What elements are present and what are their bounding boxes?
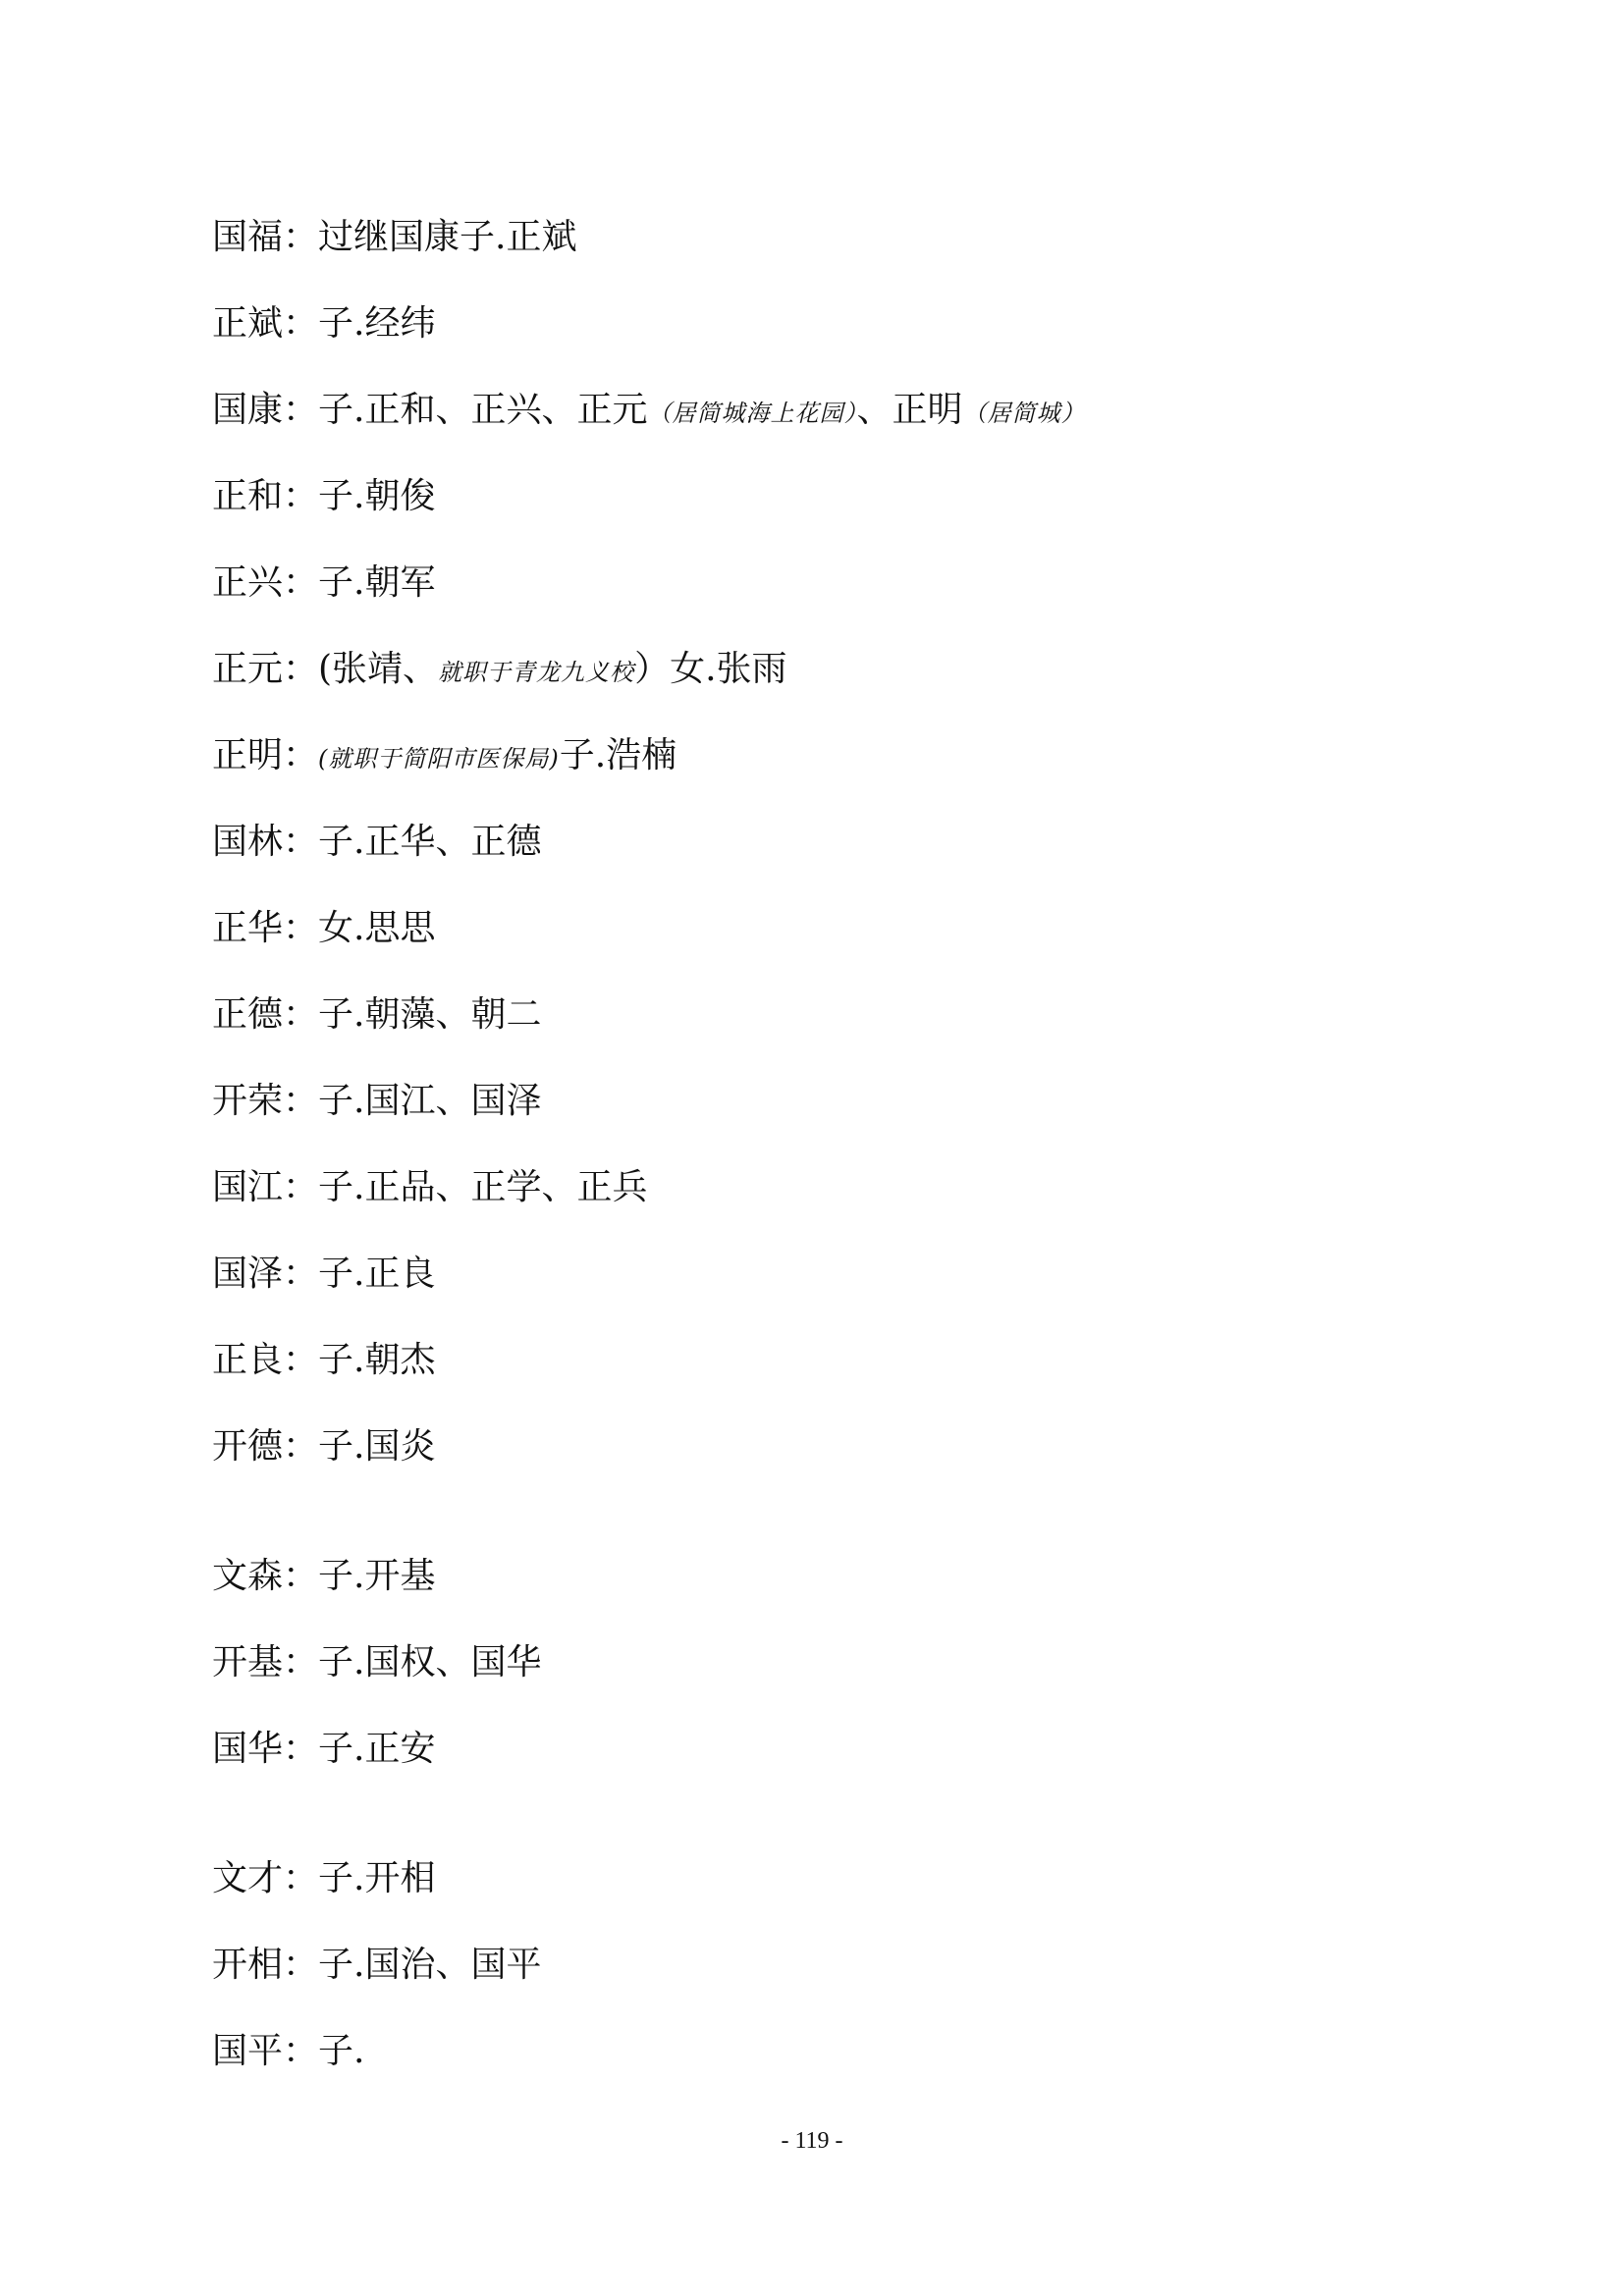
entry-text: ）女.张雨 — [634, 649, 787, 689]
genealogy-line — [212, 1253, 435, 1296]
entry-note: （居简城海上花园） — [647, 400, 857, 427]
entry-text: 子.正良 — [318, 1254, 436, 1294]
genealogy-line — [212, 2030, 364, 2073]
genealogy-line — [212, 1425, 435, 1468]
genealogy-line — [212, 475, 435, 518]
entry-name: 国泽： — [212, 1254, 319, 1294]
entry-name: 开基： — [212, 1642, 319, 1682]
entry-text: 子.正安 — [318, 1729, 436, 1769]
entry-name: 国林： — [212, 822, 319, 862]
entry-text: 过继国康子.正斌 — [318, 217, 577, 257]
entry-name: 正元： — [212, 649, 319, 689]
entry-name: 国康： — [212, 390, 319, 430]
genealogy-line — [212, 821, 541, 864]
genealogy-line — [212, 302, 435, 346]
genealogy-line — [212, 1080, 541, 1123]
entry-text: 子.浩楠 — [559, 735, 677, 775]
entry-note: 就职于青龙九义校 — [438, 659, 635, 686]
entry-text: 子.国江、国泽 — [318, 1081, 542, 1121]
entry-name: 正兴： — [212, 562, 319, 603]
genealogy-line — [212, 907, 435, 950]
entry-name: 国华： — [212, 1729, 319, 1769]
entry-text: 子.国权、国华 — [318, 1642, 542, 1682]
entry-text: 子.朝杰 — [318, 1340, 436, 1380]
entry-text: (张靖、 — [318, 649, 439, 689]
entry-text: 女.思思 — [318, 908, 436, 948]
entry-text: 子.正品、正学、正兵 — [318, 1167, 648, 1207]
entry-text: 子.正和、正兴、正元 — [318, 390, 648, 430]
entry-text: 子.朝藻、朝二 — [318, 994, 542, 1035]
genealogy-line — [212, 648, 787, 694]
entry-text: 、正明 — [856, 390, 963, 430]
genealogy-line — [212, 389, 1085, 435]
genealogy-line — [212, 993, 541, 1037]
entry-name: 正华： — [212, 908, 319, 948]
entry-text: 子. — [318, 2031, 365, 2071]
entry-name: 国福： — [212, 217, 319, 257]
entry-name: 国平： — [212, 2031, 319, 2071]
genealogy-line — [212, 1857, 435, 1900]
entry-text: 子.朝俊 — [318, 476, 436, 516]
entry-name: 开德： — [212, 1426, 319, 1467]
entry-name: 正德： — [212, 994, 319, 1035]
entry-name: 国江： — [212, 1167, 319, 1207]
entry-text: 子.朝军 — [318, 562, 436, 603]
genealogy-line — [212, 1166, 647, 1209]
entry-note: (就职于简阳市医保局) — [318, 745, 560, 773]
entry-name: 开荣： — [212, 1081, 319, 1121]
genealogy-line — [212, 216, 576, 259]
entry-name: 正明： — [212, 735, 319, 775]
genealogy-line — [212, 1641, 541, 1684]
entry-text: 子.正华、正德 — [318, 822, 542, 862]
entry-name: 文森： — [212, 1556, 319, 1596]
page-number: - 119 - — [781, 2128, 843, 2154]
entry-text: 子.开基 — [318, 1556, 436, 1596]
entry-name: 正和： — [212, 476, 319, 516]
entry-text: 子.国炎 — [318, 1426, 436, 1467]
entry-name: 正良： — [212, 1340, 319, 1380]
genealogy-line — [212, 1944, 541, 1987]
genealogy-line — [212, 734, 677, 780]
entry-name: 正斌： — [212, 303, 319, 344]
entry-name: 文才： — [212, 1858, 319, 1898]
entry-name: 开相： — [212, 1945, 319, 1985]
genealogy-line — [212, 561, 435, 605]
genealogy-line — [212, 1555, 435, 1598]
entry-text: 子.国治、国平 — [318, 1945, 542, 1985]
entry-note: （居简城） — [962, 400, 1086, 427]
entry-text: 子.经纬 — [318, 303, 436, 344]
genealogy-line — [212, 1339, 435, 1382]
genealogy-line — [212, 1728, 435, 1771]
entry-text: 子.开相 — [318, 1858, 436, 1898]
